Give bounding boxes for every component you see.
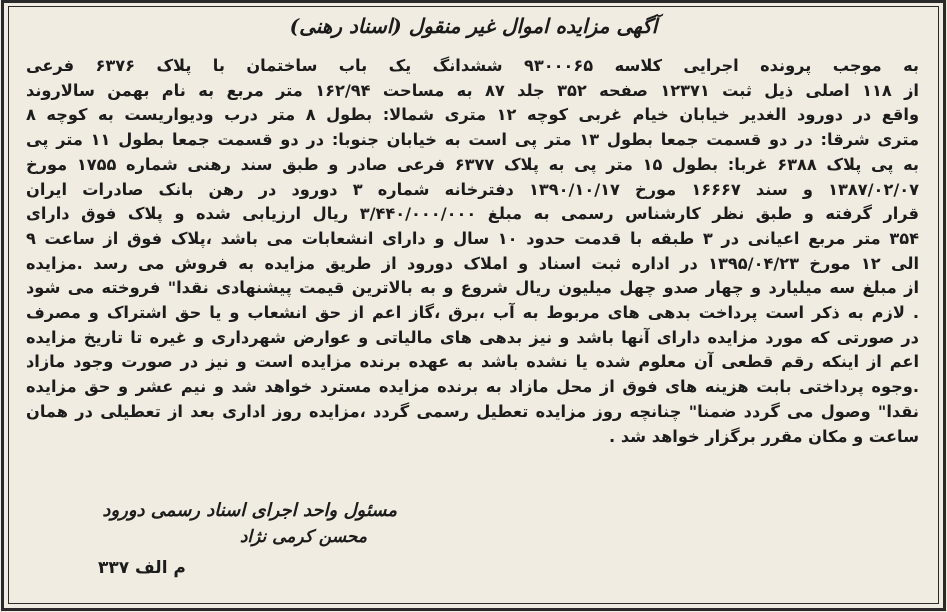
body-line: . لازم به ذکر است پرداخت بدهی های مربوط به آب ،برق ،گاز اعم از حق انشعاب و یا حق اشتراک و مصرف bbox=[26, 303, 919, 323]
body-line: ۳۵۴ متر مربع اعیانی در ۳ طبقه با قدمت حدود ۱۰ سال و دارای انشعابات می باشد ،پلاک فوق از ساعت ۹ bbox=[26, 228, 920, 248]
body-line: به پی پلاک ۶۳۸۸ غربا: بطول ۱۵ متر پی به پلاک ۶۳۷۷ فرعی صادر و طبق سند رهنی شماره ۱۷۵۵ مورخ bbox=[26, 154, 920, 174]
body-line: از مبلغ سه میلیارد و چهار صدو چهل میلیون ریال شروع و به بالاترین قیمت پیشنهادی نقدا" فروخته می شود bbox=[26, 278, 919, 298]
body-line: الی ۱۲ مورخ ۱۳۹۵/۰۴/۲۳ در اداره ثبت اسناد و املاک دورود از طریق مزایده به فروش می رسد .مزایده bbox=[26, 253, 920, 273]
signature-block bbox=[102, 498, 397, 550]
body-line: به موجب پرونده اجرایی کلاسه ۹۳۰۰۰۶۵ ششدانگ یک باب ساختمان با پلاک ۶۳۷۶ فرعی bbox=[26, 56, 919, 75]
body-line: .وجوه پرداختی بابت هزینه های فوق از محل مازاد به برنده مزایده مسترد خواهد شد و نیم عشر و حق مزایده bbox=[26, 377, 919, 397]
body-line: از ۱۱۸ اصلی ذیل ثبت ۱۲۳۷۱ صفحه ۳۵۲ جلد ۸۷ به مساحت ۱۶۲/۹۴ متر مربع به نام بهمن سالاروند bbox=[26, 80, 919, 100]
body-line: متری شرقا: در دو قسمت جمعا بطول ۱۳ متر پی است به خیابان جنوبا: در دو قسمت جمعا بطول ۱۱ متر پی bbox=[26, 130, 919, 150]
body-line: نقدا" وصول می گردد ضمنا" چنانچه روز مزایده تعطیل رسمی گردد ،مزایده روز اداری بعد از تعطیلی در همان bbox=[26, 401, 919, 421]
reference-number: م الف ۳۳۷ bbox=[98, 558, 186, 578]
signature-title: مسئول واحد اجرای اسناد رسمی دورود bbox=[102, 500, 397, 521]
body-line: قرار گرفته و طبق نظر کارشناس رسمی به مبلغ ۳/۴۴۰/۰۰۰/۰۰۰ ریال ارزیابی شده و پلاک فوق دارای bbox=[26, 204, 919, 224]
body-line: واقع در دورود الغدیر خیابان خیام غربی کوچه ۱۲ متری شمالا: بطول ۸ متر درب ودیواریست به کوچه ۸ bbox=[26, 105, 920, 125]
notice-body bbox=[26, 54, 919, 449]
body-line: ۱۳۸۷/۰۲/۰۷ و سند ۱۶۶۶۷ مورخ ۱۳۹۰/۱۰/۱۷ دفترخانه شماره ۳ دورود در رهن بانک صادرات ایران bbox=[26, 179, 919, 199]
body-line: ساعت و مکان مقرر برگزار خواهد شد . bbox=[609, 426, 919, 446]
notice-title: آگهی مزایده اموال غیر منقول (اسناد رهنی) bbox=[289, 14, 658, 38]
body-line: در صورتی که مورد مزایده دارای آنها باشد و نیز بدهی های مالیاتی و عوارض شهرداری و غیره تا تاریخ مزایده bbox=[26, 327, 919, 347]
body-line: اعم از اینکه رقم قطعی آن معلوم شده یا نشده باشد به عهده برنده مزایده است و نیز در صورت وجود مازاد bbox=[26, 352, 919, 372]
signature-name: محسن کرمی نژاد bbox=[239, 527, 367, 547]
